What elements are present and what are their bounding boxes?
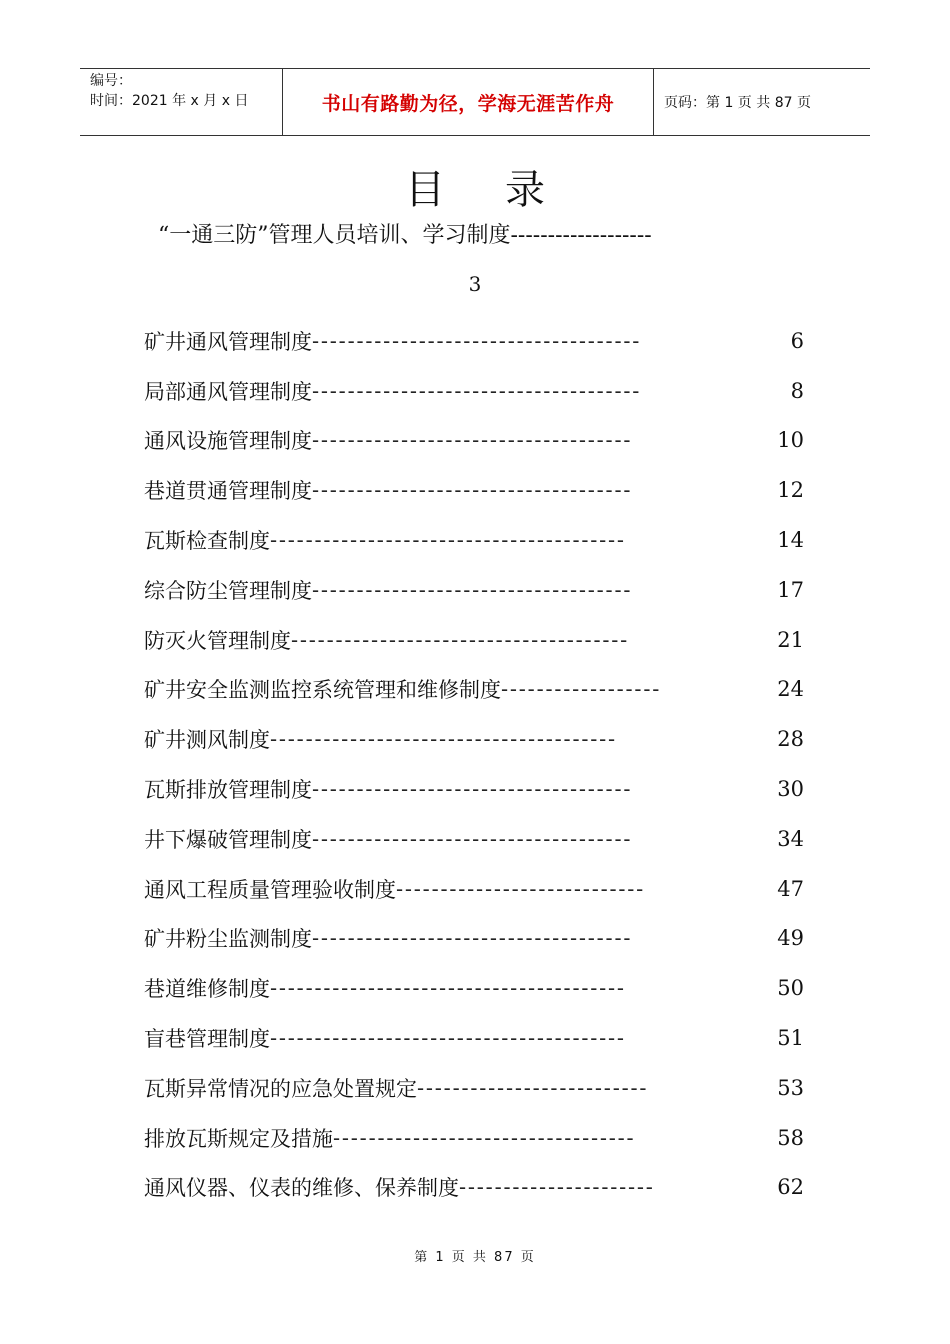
toc-entry-title: 盲巷管理制度: [144, 1027, 270, 1052]
toc-entry-title: 矿井通风管理制度: [144, 329, 312, 354]
toc-entry-page: 24: [777, 677, 804, 702]
toc-entry[interactable]: [144, 366, 804, 416]
toc-entry-page: 21: [777, 627, 804, 652]
toc-entry-title: 矿井测风制度: [144, 728, 270, 753]
toc-entry-title: 瓦斯异常情况的应急处置规定: [144, 1076, 417, 1101]
toc-entry-page: 49: [777, 926, 804, 951]
toc-entry[interactable]: [144, 565, 804, 615]
toc-entry[interactable]: [144, 1013, 804, 1063]
toc-entry-title: 综合防尘管理制度: [144, 578, 312, 603]
toc-entry-page: 58: [777, 1125, 804, 1150]
toc-entry-page: 10: [777, 428, 804, 453]
toc-entry[interactable]: [144, 864, 804, 914]
toc-entry[interactable]: [144, 1163, 804, 1213]
header-motto-cell: [282, 69, 654, 135]
toc-entry[interactable]: [144, 963, 804, 1013]
toc-entry-page: 12: [777, 478, 804, 503]
toc-entry-page: 47: [777, 876, 804, 901]
toc-entry-title: 防灭火管理制度: [144, 628, 291, 653]
toc-leader-dashes: -------------------------------------: [312, 378, 642, 403]
toc-entry[interactable]: [144, 814, 804, 864]
toc-leader-dashes: ----------------------------------------: [270, 528, 626, 553]
toc-entry-title: 瓦斯检查制度: [144, 529, 270, 554]
toc-entry-page: 51: [777, 1026, 804, 1051]
toc-entry-page: 8: [790, 378, 804, 403]
toc-leader-dashes: ------------------------------------: [312, 577, 633, 602]
toc-entry-title: 矿井安全监测监控系统管理和维修制度: [144, 678, 501, 703]
toc-entry-title: 通风工程质量管理验收制度: [144, 877, 396, 902]
toc-entry-page: 30: [777, 777, 804, 802]
toc-leader-dashes: ----------------------------------------: [270, 1026, 626, 1051]
toc-entry-title: 局部通风管理制度: [144, 379, 312, 404]
toc-entry-title: 瓦斯排放管理制度: [144, 778, 312, 803]
toc-entry[interactable]: [144, 615, 804, 665]
toc-leader-dashes: ------------------------------------: [312, 926, 633, 951]
toc-entry[interactable]: [144, 465, 804, 515]
toc-entry-page: 6: [790, 328, 804, 353]
toc-entry[interactable]: [144, 665, 804, 715]
toc-leader-dashes: ----------------------------------: [333, 1125, 636, 1150]
toc-entry-title: 巷道维修制度: [144, 977, 270, 1002]
toc-entry-page: 62: [777, 1175, 804, 1200]
toc-leader-dashes: ----------------------------: [396, 876, 646, 901]
toc-leader-dashes: ------------------: [501, 677, 662, 702]
toc-leader-dashes: --------------------------: [417, 1075, 649, 1100]
toc-leader-dashes: ----------------------: [459, 1175, 655, 1200]
header-motto: 书山有路勤为径，学海无涯苦作舟: [321, 92, 615, 115]
toc-entry-page: 28: [777, 727, 804, 752]
toc-entry-title: 通风设施管理制度: [144, 429, 312, 454]
page-footer: 第 1 页 共 87 页: [414, 1250, 536, 1265]
toc-leader-dashes: --------------------------------------: [291, 627, 630, 652]
header-page-info: 页码：第 1 页 共 87 页: [664, 95, 811, 111]
toc-entry-page: 53: [777, 1075, 804, 1100]
toc-entry-title: 排放瓦斯规定及措施: [144, 1126, 333, 1151]
toc-entry[interactable]: [144, 714, 804, 764]
toc-entry[interactable]: [144, 416, 804, 466]
table-of-contents: [144, 316, 804, 1212]
toc-entry[interactable]: [144, 316, 804, 366]
toc-entry[interactable]: [144, 914, 804, 964]
toc-leader-dashes: ------------------------------------: [312, 826, 633, 851]
document-date: 时间：2021 年 x 月 x 日: [90, 93, 249, 109]
toc-entry-page: 34: [777, 826, 804, 851]
toc-leader-dashes: ---------------------------------------: [270, 727, 617, 752]
toc-entry-title: 巷道贯通管理制度: [144, 479, 312, 504]
toc-leader-dashes: ------------------------------------: [312, 777, 633, 802]
page-header: [80, 68, 870, 136]
toc-leader-dashes: ----------------------------------------: [270, 976, 626, 1001]
toc-entry-first-page: 3: [468, 272, 482, 296]
toc-entry[interactable]: [144, 1063, 804, 1113]
toc-entry-page: 50: [777, 976, 804, 1001]
page-title: 目录: [405, 167, 605, 213]
toc-entry-title: 矿井粉尘监测制度: [144, 927, 312, 952]
toc-entry[interactable]: [144, 515, 804, 565]
toc-entry-page: 17: [777, 577, 804, 602]
header-page-info-cell: [654, 69, 870, 135]
toc-entry[interactable]: [144, 1113, 804, 1163]
document-number-label: 编号：: [90, 73, 132, 89]
toc-entry-page: 14: [777, 528, 804, 553]
toc-leader-dashes: ------------------------------------: [312, 428, 633, 453]
toc-entry-title: 井下爆破管理制度: [144, 827, 312, 852]
toc-leader-dashes: -------------------------------------: [312, 328, 642, 353]
toc-entry-first: “一通三防”管理人员培训、学习制度-------------------: [158, 223, 652, 248]
toc-entry[interactable]: [144, 764, 804, 814]
header-meta: [80, 69, 282, 135]
toc-leader-dashes: ------------------------------------: [312, 478, 633, 503]
toc-entry-title: 通风仪器、仪表的维修、保养制度: [144, 1176, 459, 1201]
